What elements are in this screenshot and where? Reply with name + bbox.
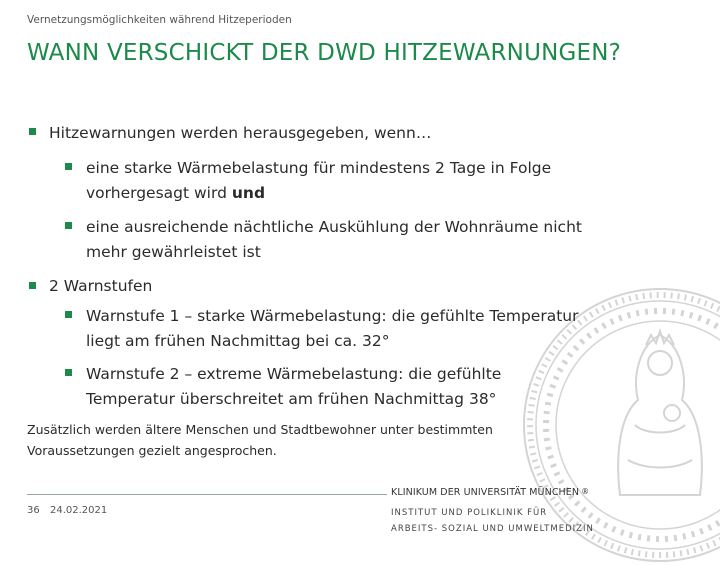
page-title: WANN VERSCHICKT DER DWD HITZEWARNUNGEN? xyxy=(27,40,622,66)
list-item: 2 Warnstufen xyxy=(49,277,153,295)
institute-line: ARBEITS- SOZIAL UND UMWELTMEDIZIN xyxy=(391,524,594,534)
sub-list-item xyxy=(86,304,579,354)
note-line: Zusätzlich werden ältere Menschen und Stadtbewohner unter bestimmten xyxy=(27,422,493,437)
emphasis-text: und xyxy=(231,184,266,202)
sub-list-text: vorhergesagt wird xyxy=(86,184,227,202)
footer-divider xyxy=(27,494,387,495)
sub-list-item xyxy=(86,215,582,265)
sub-list-line: liegt am frühen Nachmittag bei ca. 32° xyxy=(86,332,390,350)
square-bullet-icon xyxy=(65,222,72,229)
square-bullet-icon xyxy=(65,163,72,170)
sub-list-line xyxy=(86,181,551,206)
clinic-name-text: KLINIKUM DER UNIVERSITÄT MÜNCHEN xyxy=(391,487,580,498)
clinic-name xyxy=(391,487,589,498)
note-line: Voraussetzungen gezielt angesprochen. xyxy=(27,443,277,458)
slide-date: 24.02.2021 xyxy=(50,505,108,516)
sub-list-item xyxy=(86,156,551,206)
sub-list-line: Warnstufe 1 – starke Wärmebelastung: die gefühlte Temperatur xyxy=(86,307,579,325)
sub-list-line: Temperatur überschreitet am frühen Nachmittag 38° xyxy=(86,390,497,408)
sub-list-item xyxy=(86,362,501,412)
square-bullet-icon xyxy=(29,128,36,135)
square-bullet-icon xyxy=(65,311,72,318)
sub-list-line: mehr gewährleistet ist xyxy=(86,243,261,261)
breadcrumb: Vernetzungsmöglichkeiten während Hitzeperioden xyxy=(27,14,292,26)
page-number: 36 xyxy=(27,505,40,516)
note-text xyxy=(27,419,667,461)
sub-list-line: Warnstufe 2 – extreme Wärmebelastung: die gefühlte xyxy=(86,365,502,383)
square-bullet-icon xyxy=(29,282,36,289)
registered-mark: ® xyxy=(581,487,590,496)
institute-line: INSTITUT UND POLIKLINIK FÜR xyxy=(391,508,548,518)
square-bullet-icon xyxy=(65,369,72,376)
institute-name xyxy=(391,505,594,537)
list-item: Hitzewarnungen werden herausgegeben, wenn… xyxy=(49,124,432,142)
sub-list-line: eine starke Wärmebelastung für mindestens 2 Tage in Folge xyxy=(86,159,552,177)
sub-list-line: eine ausreichende nächtliche Auskühlung der Wohnräume nicht xyxy=(86,218,582,236)
